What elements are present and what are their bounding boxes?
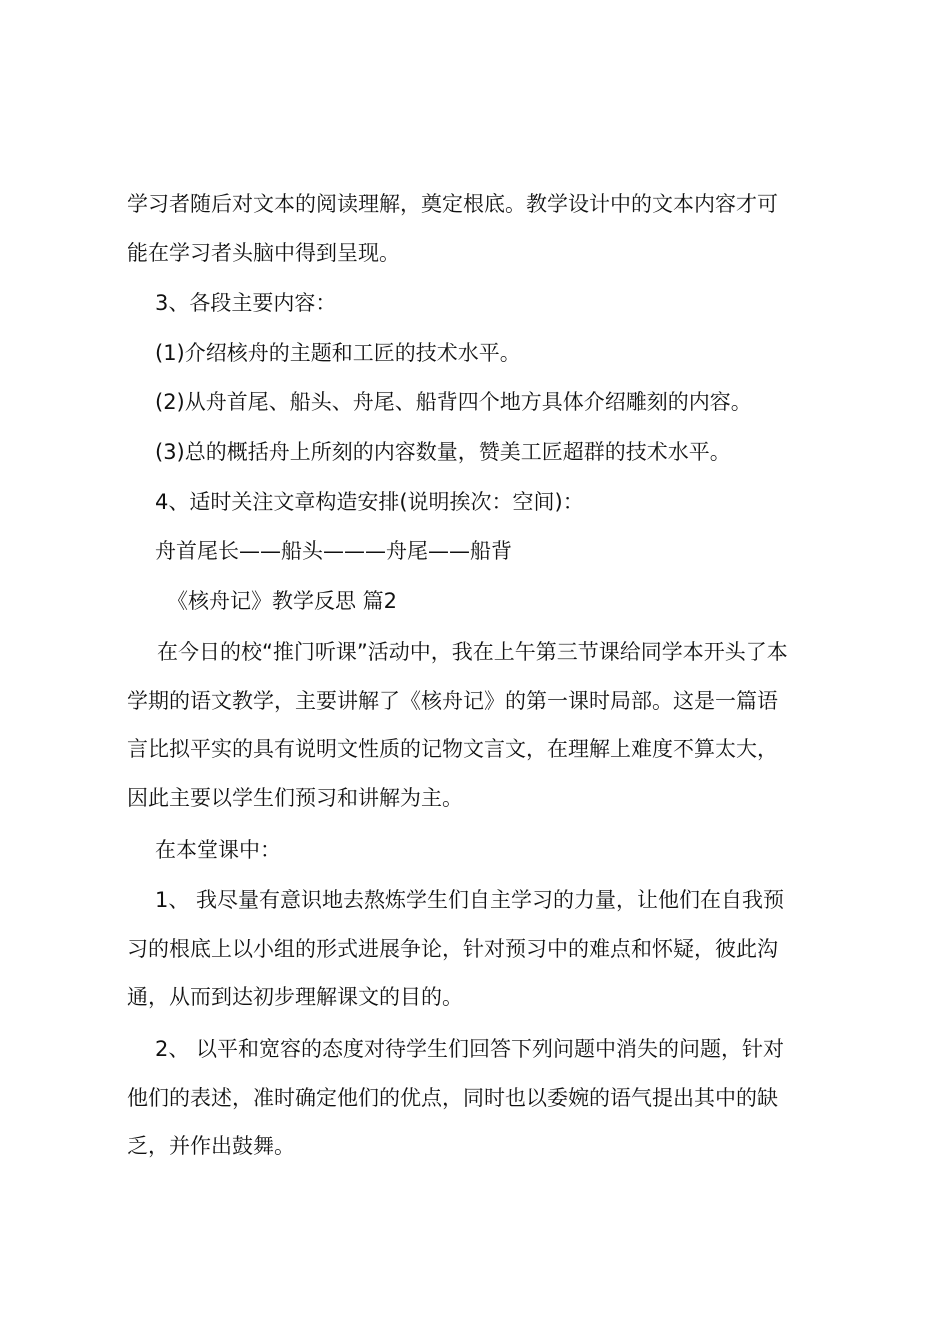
body-paragraph: [127, 180, 833, 277]
section-heading: [127, 478, 833, 527]
list-item: [127, 329, 833, 378]
list-item: [127, 378, 833, 427]
text-line: 言比拟平实的具有说明文性质的记物文言文，在理解上难度不算太大，: [127, 737, 778, 761]
body-paragraph: [127, 826, 833, 875]
structure-line: [127, 527, 833, 576]
text-line: 4、适时关注文章构造安排(说明挨次：空间)：: [155, 490, 584, 514]
text-line: 他们的表述，准时确定他们的优点，同时也以委婉的语气提出其中的缺: [127, 1085, 778, 1110]
text-line: 1、 我尽量有意识地去熬炼学生们自主学习的力量，让他们在自我预: [155, 888, 785, 912]
text-line: 乏，并作出鼓舞。: [127, 1134, 295, 1158]
text-line: (3)总的概括舟上所刻的内容数量，赞美工匠超群的技术水平。: [155, 440, 731, 464]
list-item: [127, 428, 833, 477]
text-line: 因此主要以学生们预习和讲解为主。: [127, 785, 463, 810]
text-line: 在本堂课中：: [155, 838, 281, 862]
article-title: [127, 577, 833, 626]
text-line: 2、 以平和宽容的态度对待学生们回答下列问题中消失的问题，针对: [155, 1037, 785, 1061]
body-paragraph: [127, 628, 833, 822]
list-item: [127, 876, 833, 1022]
list-item: [127, 1025, 833, 1171]
section-heading: [127, 279, 833, 328]
text-line: 《核舟记》教学反思 篇2: [167, 589, 398, 613]
text-line: 能在学习者头脑中得到呈现。: [127, 240, 400, 265]
text-line: 舟首尾长——船头———舟尾——船背: [155, 539, 512, 563]
text-line: 在今日的校“推门听课”活动中，我在上午第三节课给同学本开头了本: [157, 640, 788, 664]
text-line: 习的根底上以小组的形式进展争论，针对预习中的难点和怀疑，彼此沟: [127, 936, 778, 961]
text-line: 学期的语文教学，主要讲解了《核舟记》的第一课时局部。这是一篇语: [127, 688, 778, 713]
text-line: (1)介绍核舟的主题和工匠的技术水平。: [155, 341, 521, 365]
text-line: 3、各段主要内容：: [155, 291, 337, 315]
text-line: (2)从舟首尾、船头、舟尾、船背四个地方具体介绍雕刻的内容。: [155, 390, 752, 414]
text-line: 学习者随后对文本的阅读理解，奠定根底。教学设计中的文本内容才可: [127, 192, 778, 216]
text-line: 通，从而到达初步理解课文的目的。: [127, 985, 463, 1009]
